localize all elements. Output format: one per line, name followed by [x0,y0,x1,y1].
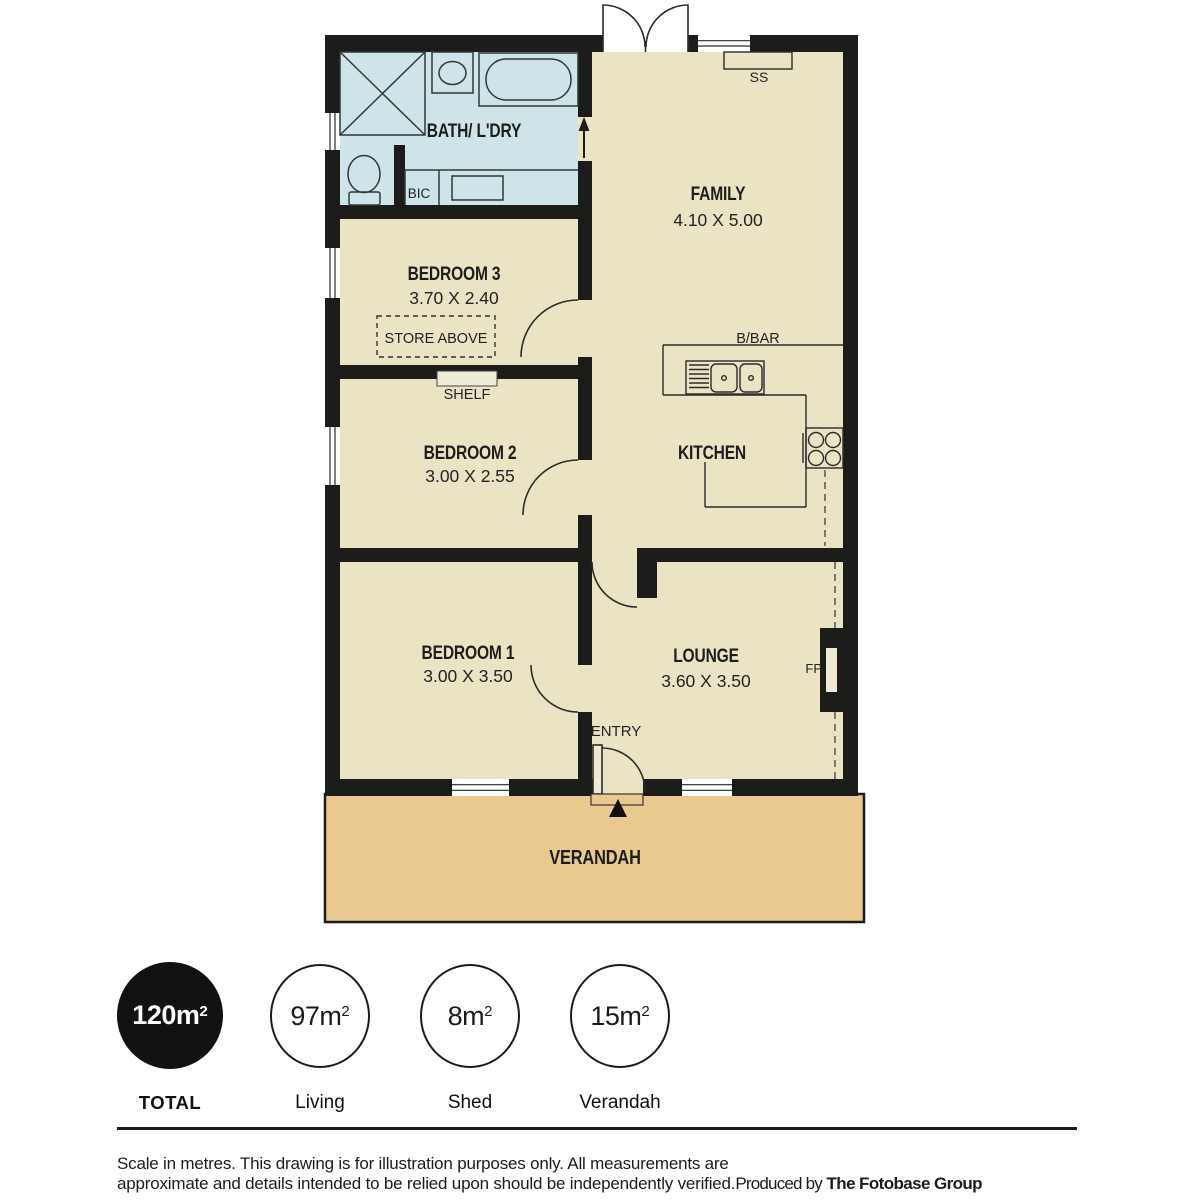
bedroom2-dims: 3.00 X 2.55 [425,466,515,486]
producer-name: The Fotobase Group [826,1173,982,1193]
verandah-area-circle [570,964,670,1068]
living-area-label: Living [295,1092,345,1113]
shed-area-label: Shed [447,1092,493,1113]
bedroom3-dims: 3.70 X 2.40 [409,288,499,308]
family-dims: 4.10 X 5.00 [673,210,763,230]
verandah-label: VERANDAH [549,845,641,869]
fireplace-firebox [826,648,837,692]
family-label: FAMILY [690,182,746,205]
entry-label: ENTRY [590,723,642,740]
living-area-sup: 2 [341,1003,350,1021]
wall-hall-stub [637,548,657,598]
window-family-top [698,35,750,52]
bedroom2-label: BEDROOM 2 [423,441,517,464]
bic-label: BIC [407,186,431,201]
wall-bath-south [325,205,592,219]
lounge-dims: 3.60 X 3.50 [661,671,751,691]
bedroom3-label: BEDROOM 3 [407,262,501,285]
disclaimer-line2 [117,1174,1097,1194]
produced-by-text: Produced by [735,1173,822,1193]
window-bedroom3-left [325,248,340,298]
bath-label: BATH/ L'DRY [426,119,522,142]
lounge-label: LOUNGE [673,644,739,667]
living-area-circle [270,964,370,1068]
total-area-circle [117,962,223,1069]
bedroom1-dims: 3.00 X 3.50 [423,666,513,686]
total-area-sup: 2 [199,1002,208,1020]
shed-area-circle [420,964,520,1068]
window-bath-left [325,113,340,150]
bbar-label: B/BAR [736,331,780,347]
shelf-label: SHELF [443,387,491,403]
opening-bedroom2 [578,460,592,515]
shelf-niche [437,371,497,386]
fireplace-label: FP [805,661,822,676]
total-area-value: 120m [132,1000,200,1030]
footer-divider [117,1127,1077,1130]
opening-bedroom3 [578,300,592,357]
disclaimer-line2-text: approximate and details intended to be relied upon should be independently verified. [117,1173,736,1193]
verandah-area-label: Verandah [579,1092,661,1113]
opening-hallway [592,548,637,562]
living-area-value: 97m [290,1000,342,1031]
wall-middle [325,548,858,562]
window-bedroom2-left [325,427,340,485]
entry-door-leaf [593,745,602,794]
kitchen-label: KITCHEN [677,441,747,464]
opening-bedroom1 [578,665,592,712]
shed-area-value: 8m [447,1000,485,1031]
disclaimer-line1: Scale in metres. This drawing is for illustration purposes only. All measurements are [117,1154,729,1173]
wall-toilet-stub [394,145,405,207]
verandah-area-sup: 2 [641,1003,650,1021]
shed-area-sup: 2 [484,1003,493,1021]
ss-label: SS [749,69,769,85]
footer-disclaimer [117,1154,1097,1193]
bedroom1-label: BEDROOM 1 [421,641,515,664]
fireplace-block [820,628,858,712]
store-above-label: STORE ABOVE [384,331,488,347]
window-bedroom1-bottom [452,779,509,796]
total-area-label: TOTAL [138,1092,202,1113]
verandah-area-value: 15m [590,1000,642,1031]
window-lounge-bottom [682,779,732,796]
